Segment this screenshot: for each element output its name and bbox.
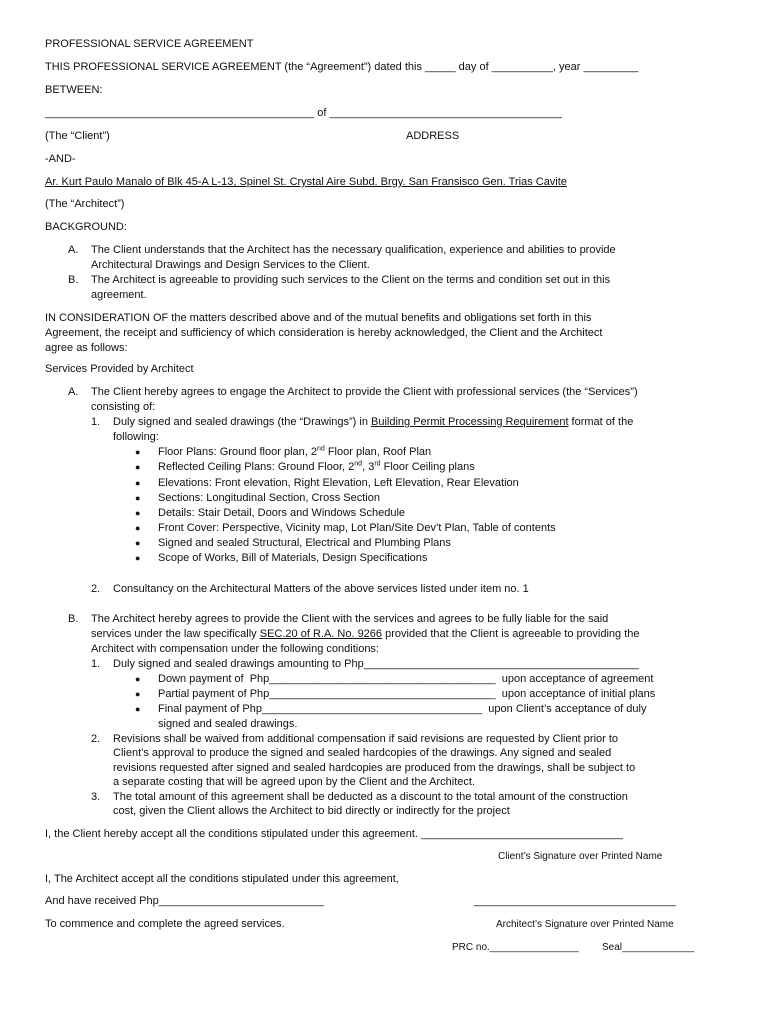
ra-9266-link: SEC.20 of R.A. No. 9266 — [259, 628, 383, 640]
final-payment-line2: signed and sealed drawings. — [158, 718, 298, 730]
client-acceptance-line: I, the Client hereby accept all the conditions stipulated under this agreement. _________________________________ — [45, 828, 623, 840]
background-b-letter: B. — [68, 274, 79, 286]
client-label: (The “Client”) — [45, 130, 110, 142]
final-payment-line: Final payment of Php____________________________________ upon Client’s acceptance of duly — [158, 703, 647, 715]
consideration-line1: IN CONSIDERATION OF the matters described above and of the mutual benefits and obligations set forth in this — [45, 312, 592, 324]
background-a-letter: A. — [68, 244, 79, 256]
section-a-letter: A. — [68, 386, 79, 398]
architect-signature-label: Architect’s Signature over Printed Name — [496, 919, 674, 930]
have-received-line: And have received Php___________________________ — [45, 895, 324, 907]
bullet-icon: ● — [135, 508, 141, 518]
client-signature-label: Client’s Signature over Printed Name — [498, 851, 663, 862]
architect-signature-line: _________________________________ — [474, 895, 676, 907]
discount-line1: The total amount of this agreement shall be deducted as a discount to the total amount of the construction — [113, 791, 628, 803]
section-a-item2-num: 2. — [91, 583, 101, 595]
bullet-icon: ● — [135, 493, 141, 503]
bullet-icon: ● — [135, 447, 141, 457]
bullet-icon: ● — [135, 674, 141, 684]
item1-post-text: format of the — [568, 416, 634, 428]
architect-acceptance-line: I, The Architect accept all the conditions stipulated under this agreement, — [45, 873, 399, 885]
section-a-line2: consisting of: — [91, 401, 156, 413]
revisions-line3: revisions requested after signed and sealed hardcopies are produced from the drawings, shall be subject to — [113, 762, 636, 774]
section-b-letter: B. — [68, 613, 79, 625]
section-a-item2: Consultancy on the Architectural Matters of the above services listed under item no. 1 — [113, 583, 529, 595]
bullet-elevations: Elevations: Front elevation, Right Elevation, Left Elevation, Rear Elevation — [158, 477, 519, 489]
line2-pre-text: services under the law specifically — [91, 628, 260, 640]
section-b-line1: The Architect hereby agrees to provide the Client with the services and agrees to be fully liable for the said — [91, 613, 609, 625]
bullet-icon: ● — [135, 553, 141, 563]
superscript: rd — [374, 460, 381, 468]
consideration-line2: Agreement, the receipt and sufficiency of which consideration is hereby acknowledged, the Client and the Architect — [45, 327, 603, 339]
background-heading: BACKGROUND: — [45, 221, 127, 233]
intro-line: THIS PROFESSIONAL SERVICE AGREEMENT (the “Agreement”) dated this _____ day of __________, year _________ — [45, 61, 639, 73]
bullet-front-cover: Front Cover: Perspective, Vicinity map, Lot Plan/Site Dev’t Plan, Table of contents — [158, 522, 556, 534]
bullet-text: Floor Plans: Ground floor plan, 2 — [158, 446, 317, 458]
line2-post-text: provided that the Client is agreeable to providing the — [382, 628, 640, 640]
section-a-item1-num: 1. — [91, 416, 101, 428]
item1-pre-text: Duly signed and sealed drawings (the “Drawings”) in — [113, 416, 372, 428]
section-a-item1-line2: following: — [113, 431, 159, 443]
prc-number-field: PRC no.________________ — [452, 942, 579, 953]
bullet-icon: ● — [135, 538, 141, 548]
revisions-line2: Client’s approval to produce the signed and sealed hardcopies of the drawings. Any signed and sealed — [113, 747, 612, 759]
background-a-line1: The Client understands that the Architect has the necessary qualification, experience and abilities to provide — [91, 244, 616, 256]
section-b-line2 — [91, 627, 640, 642]
bullet-scope-of-works: Scope of Works, Bill of Materials, Design Specifications — [158, 552, 428, 564]
superscript: nd — [354, 460, 363, 468]
commence-line: To commence and complete the agreed services. — [45, 918, 285, 930]
bullet-icon: ● — [135, 523, 141, 533]
address-label: ADDRESS — [406, 130, 460, 142]
background-b-line2: agreement. — [91, 289, 147, 301]
section-b-item2-num: 2. — [91, 733, 101, 745]
services-heading: Services Provided by Architect — [45, 363, 194, 375]
section-b-item1: Duly signed and sealed drawings amounting to Php_____________________________________________ — [113, 658, 640, 670]
bullet-icon: ● — [135, 478, 141, 488]
document-title: PROFESSIONAL SERVICE AGREEMENT — [45, 38, 254, 50]
and-label: -AND- — [45, 153, 76, 165]
between-label: BETWEEN: — [45, 84, 103, 96]
bullet-text: Floor Ceiling plans — [380, 461, 475, 473]
bullet-icon: ● — [135, 462, 141, 472]
section-a-line1: The Client hereby agrees to engage the Architect to provide the Client with professional services (the “Services”) — [91, 386, 638, 398]
background-b-line1: The Architect is agreeable to providing such services to the Client on the terms and condition set out in this — [91, 274, 611, 286]
section-b-item1-num: 1. — [91, 658, 101, 670]
background-a-line2: Architectural Drawings and Design Services to the Client. — [91, 259, 370, 271]
bullet-floor-plans — [158, 445, 431, 460]
bullet-text: , 3 — [362, 461, 375, 473]
section-b-item3-num: 3. — [91, 791, 101, 803]
architect-label: (The “Architect”) — [45, 198, 125, 210]
bullet-text: Reflected Ceiling Plans: Ground Floor, 2 — [158, 461, 355, 473]
section-a-item1-line1 — [113, 415, 633, 430]
bullet-icon: ● — [135, 689, 141, 699]
superscript: nd — [316, 445, 325, 453]
seal-field: Seal_____________ — [602, 942, 695, 953]
down-payment-line: Down payment of Php_____________________________________ upon acceptance of agreement — [158, 673, 654, 685]
section-b-line3: Architect with compensation under the following conditions: — [91, 643, 379, 655]
revisions-line1: Revisions shall be waived from additional compensation if said revisions are requested by Client prior to — [113, 733, 619, 745]
consideration-line3: agree as follows: — [45, 342, 128, 354]
building-permit-requirement-link: Building Permit Processing Requirement — [371, 416, 569, 428]
architect-name-line: Ar. Kurt Paulo Manalo of Blk 45-A L-13, Spinel St. Crystal Aire Subd. Brgy. San Fransisco Gen. Trias Cavite — [45, 176, 567, 188]
bullet-icon: ● — [135, 704, 141, 714]
client-blank-line: ____________________________________________ of ______________________________________ — [45, 107, 562, 119]
bullet-reflected-ceiling — [158, 460, 475, 475]
partial-payment-line: Partial payment of Php_____________________________________ upon acceptance of initial plans — [158, 688, 656, 700]
bullet-text: Floor plan, Roof Plan — [324, 446, 432, 458]
bullet-sections: Sections: Longitudinal Section, Cross Section — [158, 492, 380, 504]
bullet-details: Details: Stair Detail, Doors and Windows Schedule — [158, 507, 406, 519]
discount-line2: cost, given the Client allows the Architect to bid directly or indirectly for the project — [113, 805, 510, 817]
revisions-line4: a separate costing that will be agreed upon by the Client and the Architect. — [113, 776, 476, 788]
bullet-signed-plans: Signed and sealed Structural, Electrical and Plumbing Plans — [158, 537, 451, 549]
